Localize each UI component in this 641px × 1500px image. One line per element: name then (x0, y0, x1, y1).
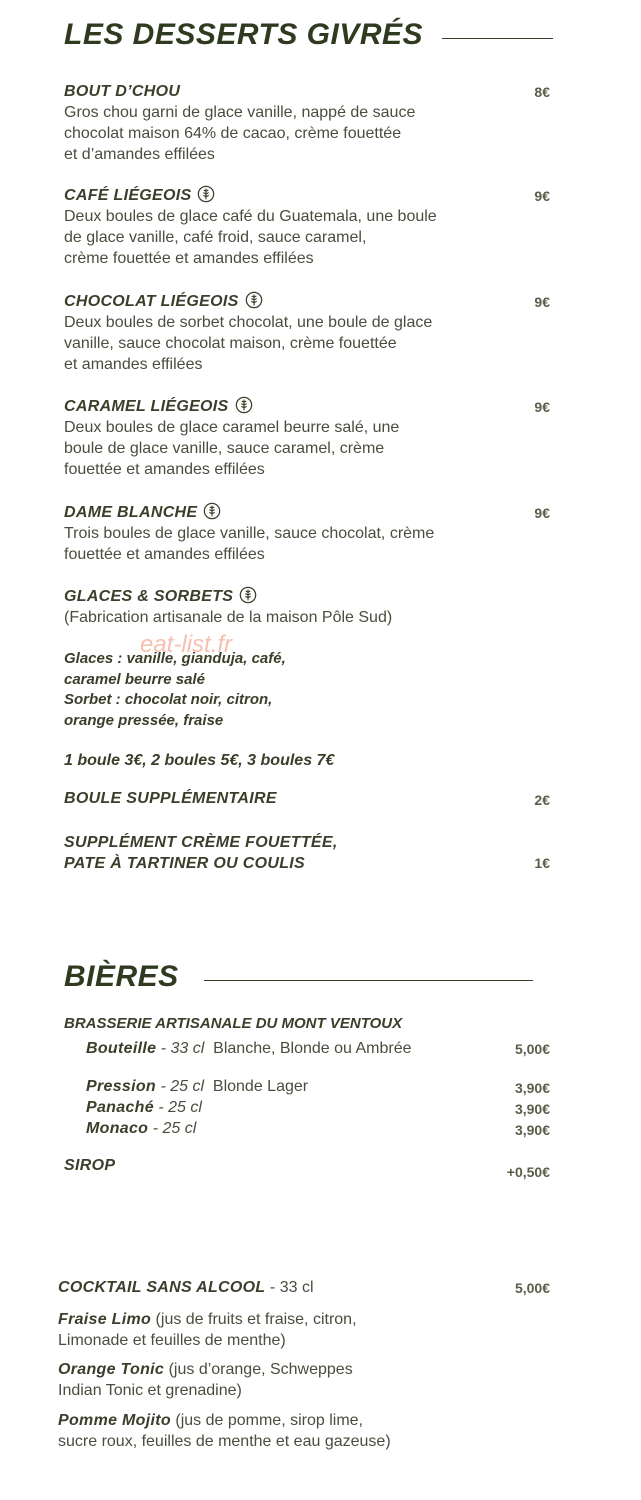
supplement-line: PATE À TARTINER OU COULIS (64, 855, 305, 872)
beer-price: 3,90€ (514, 1122, 550, 1138)
item-subtitle: (Fabrication artisanale de la maison Pôle Sud) (64, 609, 393, 626)
item-price: 8€ (534, 84, 550, 100)
item-price: 9€ (534, 294, 550, 310)
cocktail-desc: (jus de fruits et fraise, citron, (151, 1311, 357, 1328)
item-name: CAFÉ LIÉGEOIS (64, 187, 192, 204)
supplement-line: SUPPLÉMENT CRÈME FOUETTÉE, (64, 834, 338, 851)
beer-pression (86, 1078, 308, 1096)
extra-scoop-price: 2€ (534, 792, 550, 808)
cocktail-header-title: COCKTAIL SANS ALCOOL (58, 1279, 266, 1296)
item-name: GLACES & SORBETS (64, 588, 234, 605)
item-desc-line: vanille, sauce chocolat maison, crème fouettée (64, 335, 397, 352)
beer-name: Bouteille (86, 1040, 157, 1057)
beer-size: - 33 cl (156, 1040, 205, 1057)
cocktail-item-fraise-limo (58, 1309, 357, 1351)
beer-desc: Blanche, Blonde ou Ambrée (213, 1040, 412, 1057)
sirop-price: +0,50€ (506, 1164, 550, 1180)
wheat-circle-icon (235, 396, 253, 414)
cocktail-header-size: - 33 cl (265, 1279, 314, 1296)
cocktail-name: Pomme Mojito (58, 1412, 171, 1429)
cocktail-item-orange-tonic (58, 1359, 353, 1401)
item-desc-line: crème fouettée et amandes effilées (64, 250, 314, 267)
menu-item-caramel-liegeois (64, 396, 399, 480)
cocktail-price: 5,00€ (514, 1280, 550, 1296)
item-desc-line: boule de glace vanille, sauce caramel, crème (64, 440, 385, 457)
extra-scoop-name: BOULE SUPPLÉMENTAIRE (64, 790, 277, 807)
wheat-circle-icon (203, 502, 221, 520)
beer-bouteille (86, 1040, 412, 1058)
bieres-title: BIÈRES (64, 960, 179, 993)
supplement-item (64, 832, 338, 874)
flavour-line: Sorbet : chocolat noir, citron, (64, 691, 273, 708)
menu-item-glaces-sorbets (64, 586, 392, 628)
cocktail-item-pomme-mojito (58, 1410, 391, 1452)
wheat-circle-icon (245, 291, 263, 309)
beer-size: - 25 cl (148, 1120, 197, 1137)
beer-panache (86, 1099, 202, 1117)
item-desc-line: et d’amandes effilées (64, 146, 215, 163)
sirop-name: SIROP (64, 1157, 116, 1174)
item-desc-line: Deux boules de glace caramel beurre salé, une (64, 419, 400, 436)
item-name: CARAMEL LIÉGEOIS (64, 398, 229, 415)
item-desc-line: chocolat maison 64% de cacao, crème fouettée (64, 125, 402, 142)
item-desc-line: Deux boules de sorbet chocolat, une boule de glace (64, 314, 433, 331)
cocktail-name: Fraise Limo (58, 1311, 152, 1328)
wheat-circle-icon (239, 586, 257, 604)
item-desc-line: Deux boules de glace café du Guatemala, une boule (64, 208, 437, 225)
beer-desc: Blonde Lager (212, 1078, 309, 1095)
item-desc-line: Trois boules de glace vanille, sauce chocolat, crème (64, 525, 435, 542)
menu-item-dame-blanche (64, 502, 434, 565)
beer-size: - 25 cl (156, 1078, 205, 1095)
menu-item-chocolat-liegeois (64, 291, 432, 375)
desserts-title-rule (442, 38, 553, 39)
cocktail-header (58, 1279, 314, 1297)
item-name: CHOCOLAT LIÉGEOIS (64, 293, 239, 310)
wheat-circle-icon (197, 185, 215, 203)
beer-name: Pression (86, 1078, 156, 1095)
menu-item-cafe-liegeois (64, 185, 437, 269)
menu-item-bout-dchou (64, 81, 415, 165)
bieres-title-rule (204, 980, 533, 981)
beer-price: 5,00€ (514, 1041, 550, 1057)
cocktail-desc: (jus d’orange, Schweppes (164, 1361, 353, 1378)
item-desc-line: Gros chou garni de glace vanille, nappé de sauce (64, 104, 416, 121)
flavours-list (64, 649, 286, 731)
brewery-name: BRASSERIE ARTISANALE DU MONT VENTOUX (64, 1015, 403, 1032)
flavour-line: Glaces : vanille, gianduja, café, (64, 650, 286, 667)
item-price: 9€ (534, 399, 550, 415)
flavour-line: orange pressée, fraise (64, 711, 224, 729)
supplement-price: 1€ (534, 855, 550, 871)
beer-price: 3,90€ (514, 1080, 550, 1096)
cocktail-desc-line: Limonade et feuilles de menthe) (58, 1332, 286, 1349)
item-name: DAME BLANCHE (64, 504, 198, 521)
beer-price: 3,90€ (514, 1101, 550, 1117)
cocktail-name: Orange Tonic (58, 1361, 165, 1378)
desserts-title: LES DESSERTS GIVRÉS (64, 18, 424, 51)
beer-name: Monaco (86, 1120, 149, 1137)
cocktail-desc-line: Indian Tonic et grenadine) (58, 1382, 242, 1399)
item-price: 9€ (534, 505, 550, 521)
beer-size: - 25 cl (153, 1099, 202, 1116)
flavour-line: caramel beurre salé (64, 670, 205, 688)
item-name: BOUT D’CHOU (64, 83, 181, 100)
item-desc-line: fouettée et amandes effilées (64, 546, 265, 563)
item-price: 9€ (534, 188, 550, 204)
cocktail-desc: (jus de pomme, sirop lime, (170, 1412, 363, 1429)
scoop-pricing: 1 boule 3€, 2 boules 5€, 3 boules 7€ (64, 752, 335, 769)
beer-name: Panaché (86, 1099, 154, 1116)
item-desc-line: et amandes effilées (64, 356, 203, 373)
watermark: eat-list.fr (140, 631, 233, 658)
item-desc-line: de glace vanille, café froid, sauce caramel, (64, 229, 367, 246)
beer-monaco (86, 1120, 196, 1138)
cocktail-desc-line: sucre roux, feuilles de menthe et eau gazeuse) (58, 1433, 391, 1450)
item-desc-line: fouettée et amandes effilées (64, 461, 265, 478)
